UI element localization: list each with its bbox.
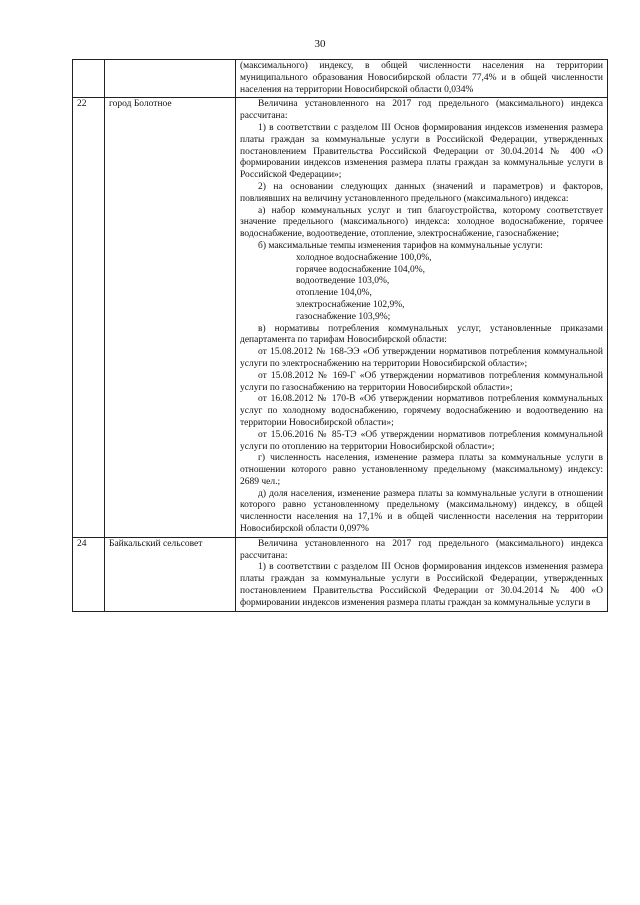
municipality-name: город Болотное xyxy=(105,98,236,537)
paragraph: 1) в соответствии с разделом III Основ формирования индексов изменения размера платы граждан за коммунальные услуги в Российской Федерации, утвержденных постановлением Правительства Российской Федерации от 30.04.2014 № 400 «О формировании индексов изменения размера платы граждан за коммунальные услуги в xyxy=(240,562,603,608)
tariff-item: водоотведение 103,0%, xyxy=(296,276,390,287)
paragraph: от 15.08.2012 № 169-Г «Об утверждении нормативов потребления коммунальной услуги по газоснабжению на территории Новосибирской области»; xyxy=(240,370,603,393)
paragraph: а) набор коммунальных услуг и тип благоустройства, которому соответствует значение предельного (максимального) индекса: холодное водоснабжение, горячее водоснабжение, водоотведение, отопление, электроснабжение, газоснабжение; xyxy=(240,205,603,240)
tariff-item: газоснабжение 103,9%; xyxy=(296,311,391,322)
table-row xyxy=(73,60,608,98)
row-number: 22 xyxy=(73,98,105,537)
paragraph: д) доля населения, изменение размера платы за коммунальные услуги в отношении которого равно установленному предельному (максимальному) индексу, в общей численности населения на 17,1% и в общей численности населения на территории Новосибирской области 0,097% xyxy=(240,488,603,535)
index-description xyxy=(236,98,608,537)
municipality-name xyxy=(105,60,236,98)
row-number xyxy=(73,60,105,98)
index-description xyxy=(236,537,608,611)
tariff-item: холодное водоснабжение 100,0%, xyxy=(296,252,432,263)
paragraph: от 15.06.2016 № 85-ТЭ «Об утверждении нормативов потребления коммунальной услуги по отоплению на территории Новосибирской области»; xyxy=(240,429,603,452)
paragraph: в) нормативы потребления коммунальных услуг, установленные приказами департамента по тарифам Новосибирской области: xyxy=(240,323,603,346)
paragraph: от 15.08.2012 № 168-ЭЭ «Об утверждении нормативов потребления коммунальной услуги по электроснабжению на территории Новосибирской области»; xyxy=(240,347,603,369)
paragraph: г) численность населения, изменение размера платы за коммунальные услуги в отношении которого равно установленному предельному (максимальному) индексу: 2689 чел.; xyxy=(240,453,603,487)
paragraph: (максимального) индексу, в общей численности населения на территории муниципального образования Новосибирской области 77,4% и в общей численности населения на территории Новосибирской области 0,034% xyxy=(240,61,603,95)
page-number: 30 xyxy=(314,38,326,50)
tariff-item: электроснабжение 102,9%, xyxy=(296,299,405,310)
table-row xyxy=(73,537,608,611)
table-row xyxy=(73,98,608,537)
row-number: 24 xyxy=(73,537,105,611)
index-description xyxy=(236,60,608,98)
paragraph: Величина установленного на 2017 год предельного (максимального) индекса рассчитана: xyxy=(240,538,603,561)
municipality-name: Байкальский сельсовет xyxy=(105,537,236,611)
tariff-item: горячее водоснабжение 104,0%, xyxy=(296,264,426,275)
paragraph: от 16.08.2012 № 170-В «Об утверждении нормативов потребления коммунальных услуг по холодному водоснабжению, горячему водоснабжению и водоотведению на территории Новосибирской области»; xyxy=(240,394,603,428)
paragraph: 1) в соответствии с разделом III Основ формирования индексов изменения размера платы граждан за коммунальные услуги в Российской Федерации, утвержденных постановлением Правительства Российской Федерации от 30.04.2014 № 400 «О формировании индексов изменения размера платы граждан за коммунальные услуги в Российской Федерации»; xyxy=(240,122,603,181)
indices-table xyxy=(72,59,608,612)
paragraph: Величина установленного на 2017 год предельного (максимального) индекса рассчитана: xyxy=(240,99,603,122)
paragraph: б) максимальные темпы изменения тарифов на коммунальные услуги: xyxy=(258,240,543,251)
paragraph: 2) на основании следующих данных (значений и параметров) и факторов, повлиявших на величину установленного предельного (максимального) индекса: xyxy=(240,181,603,204)
tariff-item: отопление 104,0%, xyxy=(296,288,372,299)
